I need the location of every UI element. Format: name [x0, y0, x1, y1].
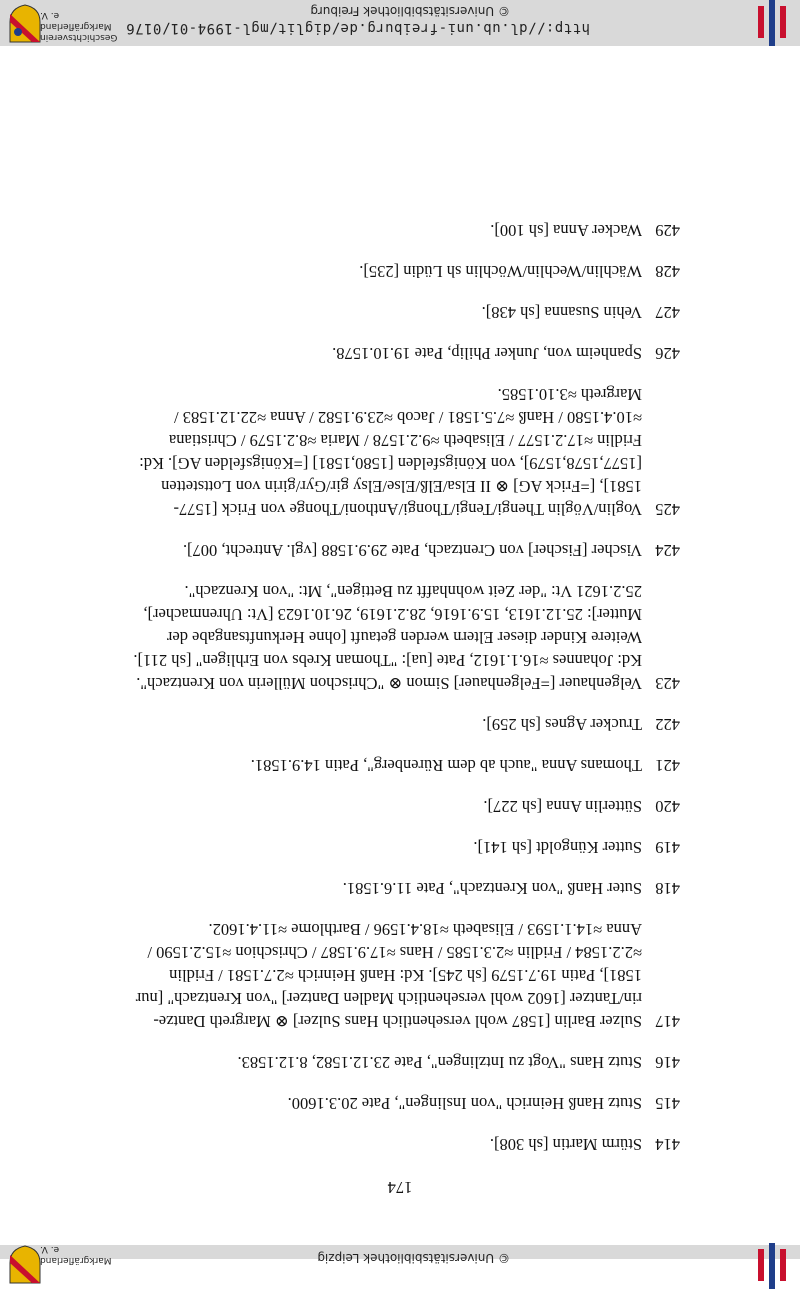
- entry-line: Spanheim von, Junker Philip, Pate 19.10.1578.: [332, 344, 642, 363]
- entry-line: Suter Hanß "von Krentzach", Pate 11.6.1581.: [342, 879, 642, 898]
- entry-line: Velgenhauer [=Felgenhauer] Simon ⊗ "Chrischon Müllerin von Krentzach".: [136, 674, 642, 693]
- entry-415: [80, 1092, 680, 1115]
- entry-428: [80, 260, 680, 283]
- header-library-text: © Universitätsbibliothek Freiburg: [310, 4, 510, 18]
- entry-line: Weitere Kinder dieser Eltern werden getauft [ohne Herkunftsangabe der: [166, 628, 642, 647]
- entry-418: [80, 877, 680, 900]
- entry-line: [1577,1578,1579], von Königsfelden [1580,1581] [=Königsfelden AG]. Kd:: [139, 454, 642, 473]
- entry-number: 415: [655, 1094, 680, 1113]
- entry-number: 417: [655, 1012, 680, 1031]
- entry-line: ≈10.4.1580 / Hanß ≈7.5.1581 / Jacob ≈23.9.1582 / Anna ≈22.12.1583 /: [174, 408, 642, 427]
- entry-number: 420: [655, 797, 680, 816]
- entry-line: Mutter]: 25.12.1613, 15.9.1616, 28.2.1619, 26.10.1623 [Vt: Uhrenmacher],: [143, 605, 642, 624]
- entry-line: Sulzer Barlin [1587 wohl versehentlich Hans Sulzer] ⊗ Margreth Dantze-: [153, 1012, 642, 1031]
- entry-422: [80, 713, 680, 736]
- entry-line: Trucker Agnes [sh 259].: [482, 715, 642, 734]
- footer-band: [0, 1244, 800, 1265]
- entry-427: [80, 301, 680, 324]
- entry-number: 418: [655, 879, 680, 898]
- entry-line: Sütterlin Anna [sh 227].: [483, 797, 642, 816]
- entry-line: Stutz Hans "Vogt zu Intzlingen", Pate 23.12.1582, 8.12.1583.: [237, 1053, 642, 1072]
- entry-line: ≈2.2.1584 / Fridlin ≈2.3.1585 / Hans ≈17.9.1587 / Chrischion ≈15.2.1590 /: [147, 943, 642, 962]
- entry-line: Wächlin/Wechlin/Wöchlin sh Lüdin [235].: [359, 262, 642, 281]
- entry-424: [80, 539, 680, 562]
- entry-423: [80, 580, 680, 695]
- entry-425: [80, 383, 680, 521]
- entry-line: Kd: Johannes ≈16.1.1612, Pate [ua]: "Thoman Krebs von Erhligen" [sh 211].: [133, 651, 642, 670]
- entry-line: Stutz Hanß Heinrich "von Inslingen", Pate 20.3.1600.: [287, 1094, 642, 1113]
- entry-line: Margreth ≈3.10.1585.: [497, 385, 642, 404]
- entry-line: Thomans Anna "auch ab dem Rürenberg", Patin 14.9.1581.: [250, 756, 642, 775]
- entry-number: 421: [655, 756, 680, 775]
- entry-line: Fridlin ≈17.2.1577 / Elisabeth ≈9.2.1578 / Maria ≈8.2.1579 / Christiana: [168, 431, 642, 450]
- entry-number: 419: [655, 838, 680, 857]
- entry-line: Voglin/Vöglin Thengi/Tengi/Thongi/Anthoni/Thonge von Frick [1577-: [173, 500, 642, 519]
- footer-library-text: © Universitätsbibliothek Leipzig: [317, 1251, 510, 1265]
- ub-logo-icon: [752, 0, 792, 46]
- entry-number: 427: [655, 303, 680, 322]
- entry-line: Anna ≈14.1.1593 / Elisabeth ≈18.4.1596 / Barthlome ≈11.4.1602.: [208, 920, 642, 939]
- entry-number: 414: [655, 1135, 680, 1154]
- ub-logo-icon: [752, 1243, 792, 1289]
- entry-414: [80, 1133, 680, 1156]
- entry-number: 416: [655, 1053, 680, 1072]
- entry-421: [80, 754, 680, 777]
- entry-line: rin/Tantzer [1602 wohl versehentlich Madlen Dantzer] "von Krentzach" [nur: [135, 989, 642, 1008]
- entry-line: 1581], [=Frick AG] ⊗ II Elsa/Elß/Else/Elsy gir/Gyr/girin von Lottstetten: [161, 477, 642, 496]
- text-block: [80, 201, 680, 1199]
- entry-line: Sutter Küngoldt [sh 141].: [473, 838, 642, 857]
- entry-number: 423: [655, 674, 680, 693]
- entry-number: 424: [655, 541, 680, 560]
- entry-line: Vischer [Fischer] von Crentzach, Pate 29.9.1588 [vgl. Antrecht, 007].: [182, 541, 642, 560]
- entry-number: 422: [655, 715, 680, 734]
- source-url[interactable]: http://dl.ub.uni-freiburg.de/diglit/mgl-1994-01/0176: [125, 20, 590, 36]
- entry-number: 429: [655, 221, 680, 240]
- entry-line: Vehin Susanna [sh 438].: [481, 303, 642, 322]
- entry-419: [80, 836, 680, 859]
- entry-number: 428: [655, 262, 680, 281]
- footer-society-text: Markgräflerland e. V.: [40, 1244, 112, 1265]
- entry-426: [80, 342, 680, 365]
- entry-number: 425: [655, 500, 680, 519]
- header-band: [0, 0, 800, 46]
- entry-417: [80, 918, 680, 1033]
- entry-line: Stürm Martin [sh 308].: [489, 1135, 642, 1154]
- entry-line: 1581], Patin 19.7.1579 [sh 245]. Kd: Hanß Heinrich ≈2.7.1581 / Fridlin: [169, 966, 642, 985]
- entry-416: [80, 1051, 680, 1074]
- header-society-text: Geschichtsverein Markgräflerland e. V.: [40, 10, 118, 42]
- entry-429: [80, 219, 680, 242]
- entry-number: 426: [655, 344, 680, 363]
- entry-line: 25.2.1621 Vt: "der Zeit wohnhafft zu Bettigen", Mt: "von Krenzach".: [184, 582, 642, 601]
- coat-of-arms-icon: [8, 1245, 42, 1285]
- coat-of-arms-icon: [8, 4, 42, 44]
- entry-line: Wacker Anna [sh 100].: [490, 221, 642, 240]
- entry-420: [80, 795, 680, 818]
- page-number: 174: [387, 1178, 413, 1197]
